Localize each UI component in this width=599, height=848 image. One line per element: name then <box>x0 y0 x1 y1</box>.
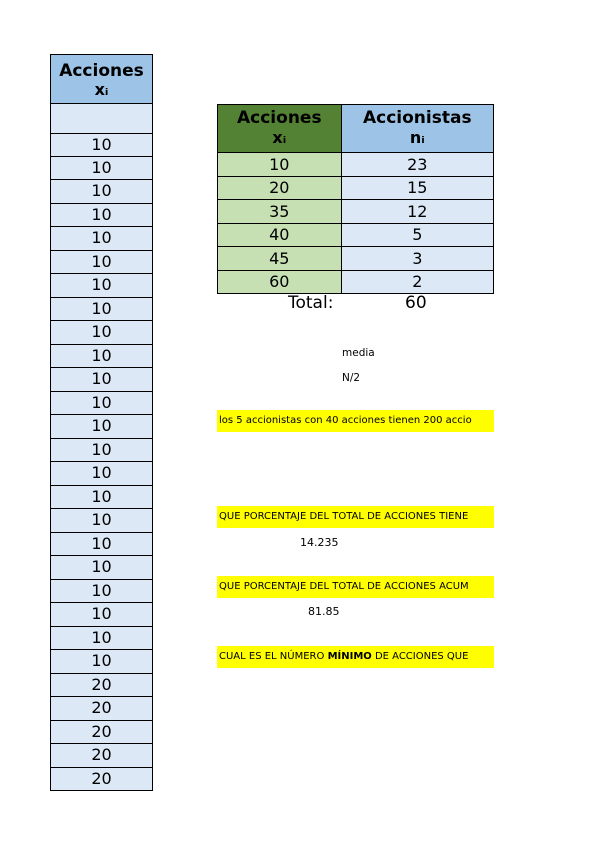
frequency-table-row <box>218 247 494 271</box>
highlight-note-1[interactable]: los 5 accionistas con 40 acciones tienen 200 accio <box>217 410 494 432</box>
highlight-question-2[interactable]: QUE PORCENTAJE DEL TOTAL DE ACCIONES ACUM <box>217 576 494 598</box>
total-value[interactable]: 60 <box>405 293 427 313</box>
raw-data-cell[interactable]: 10 <box>50 603 153 627</box>
question-3-suffix: DE ACCIONES QUE <box>371 651 469 662</box>
raw-data-cell[interactable]: 20 <box>50 721 153 745</box>
accionistas-cell[interactable]: 2 <box>341 270 493 294</box>
raw-data-cell[interactable]: 20 <box>50 674 153 698</box>
acciones-cell[interactable]: 10 <box>218 153 342 177</box>
raw-data-cell[interactable]: 10 <box>50 251 153 275</box>
raw-data-cell[interactable]: 20 <box>50 768 153 792</box>
raw-data-cell[interactable]: 10 <box>50 368 153 392</box>
header-accionistas-symbol: nᵢ <box>409 128 425 147</box>
acciones-cell[interactable]: 60 <box>218 270 342 294</box>
accionistas-cell[interactable]: 12 <box>341 200 493 224</box>
raw-data-cell[interactable]: 10 <box>50 415 153 439</box>
acciones-cell[interactable]: 40 <box>218 223 342 247</box>
frequency-table-row <box>218 223 494 247</box>
frequency-table <box>217 104 494 294</box>
frequency-table-row <box>218 200 494 224</box>
raw-data-cell[interactable]: 10 <box>50 298 153 322</box>
raw-data-cell[interactable]: 10 <box>50 486 153 510</box>
header-acciones-symbol: xᵢ <box>272 128 287 147</box>
raw-data-cell[interactable]: 10 <box>50 345 153 369</box>
raw-data-column <box>50 54 153 791</box>
frequency-table-header-row <box>218 105 494 153</box>
raw-data-cell[interactable]: 10 <box>50 133 153 157</box>
question-3-prefix: CUAL ES EL NÚMERO <box>219 651 328 662</box>
raw-data-cell[interactable]: 10 <box>50 533 153 557</box>
raw-data-cells <box>50 133 153 791</box>
header-acciones-title: Acciones <box>237 108 322 128</box>
frequency-table-row <box>218 176 494 200</box>
raw-data-cell[interactable]: 10 <box>50 556 153 580</box>
question-3-emphasis: MÍNIMO <box>327 651 372 662</box>
answer-value-2[interactable]: 81.85 <box>308 605 340 618</box>
raw-data-header-symbol: xᵢ <box>94 80 109 99</box>
raw-data-cell[interactable]: 10 <box>50 580 153 604</box>
acciones-cell[interactable]: 35 <box>218 200 342 224</box>
n-half-label[interactable]: N/2 <box>342 372 361 384</box>
header-acciones[interactable] <box>218 105 342 153</box>
total-label[interactable]: Total: <box>288 293 334 313</box>
raw-data-cell[interactable]: 10 <box>50 274 153 298</box>
raw-data-empty-cell[interactable] <box>50 104 153 133</box>
raw-data-cell[interactable]: 10 <box>50 321 153 345</box>
raw-data-cell[interactable]: 10 <box>50 439 153 463</box>
media-label[interactable]: media <box>342 347 375 359</box>
raw-data-cell[interactable]: 10 <box>50 392 153 416</box>
raw-data-header[interactable] <box>50 54 153 104</box>
raw-data-cell[interactable]: 10 <box>50 509 153 533</box>
raw-data-cell[interactable]: 10 <box>50 627 153 651</box>
answer-value-1[interactable]: 14.235 <box>300 536 339 549</box>
frequency-table-row <box>218 270 494 294</box>
acciones-cell[interactable]: 20 <box>218 176 342 200</box>
acciones-cell[interactable]: 45 <box>218 247 342 271</box>
accionistas-cell[interactable]: 5 <box>341 223 493 247</box>
raw-data-cell[interactable]: 10 <box>50 227 153 251</box>
frequency-table-row <box>218 153 494 177</box>
highlight-question-3[interactable] <box>217 646 494 668</box>
raw-data-cell[interactable]: 20 <box>50 697 153 721</box>
raw-data-cell[interactable]: 10 <box>50 204 153 228</box>
raw-data-cell[interactable]: 10 <box>50 650 153 674</box>
raw-data-cell[interactable]: 10 <box>50 157 153 181</box>
accionistas-cell[interactable]: 15 <box>341 176 493 200</box>
header-accionistas[interactable] <box>341 105 493 153</box>
highlight-question-1[interactable]: QUE PORCENTAJE DEL TOTAL DE ACCIONES TIENE <box>217 506 494 528</box>
accionistas-cell[interactable]: 23 <box>341 153 493 177</box>
raw-data-cell[interactable]: 20 <box>50 744 153 768</box>
raw-data-cell[interactable]: 10 <box>50 462 153 486</box>
raw-data-header-title: Acciones <box>59 61 144 81</box>
raw-data-cell[interactable]: 10 <box>50 180 153 204</box>
accionistas-cell[interactable]: 3 <box>341 247 493 271</box>
header-accionistas-title: Accionistas <box>362 108 472 128</box>
